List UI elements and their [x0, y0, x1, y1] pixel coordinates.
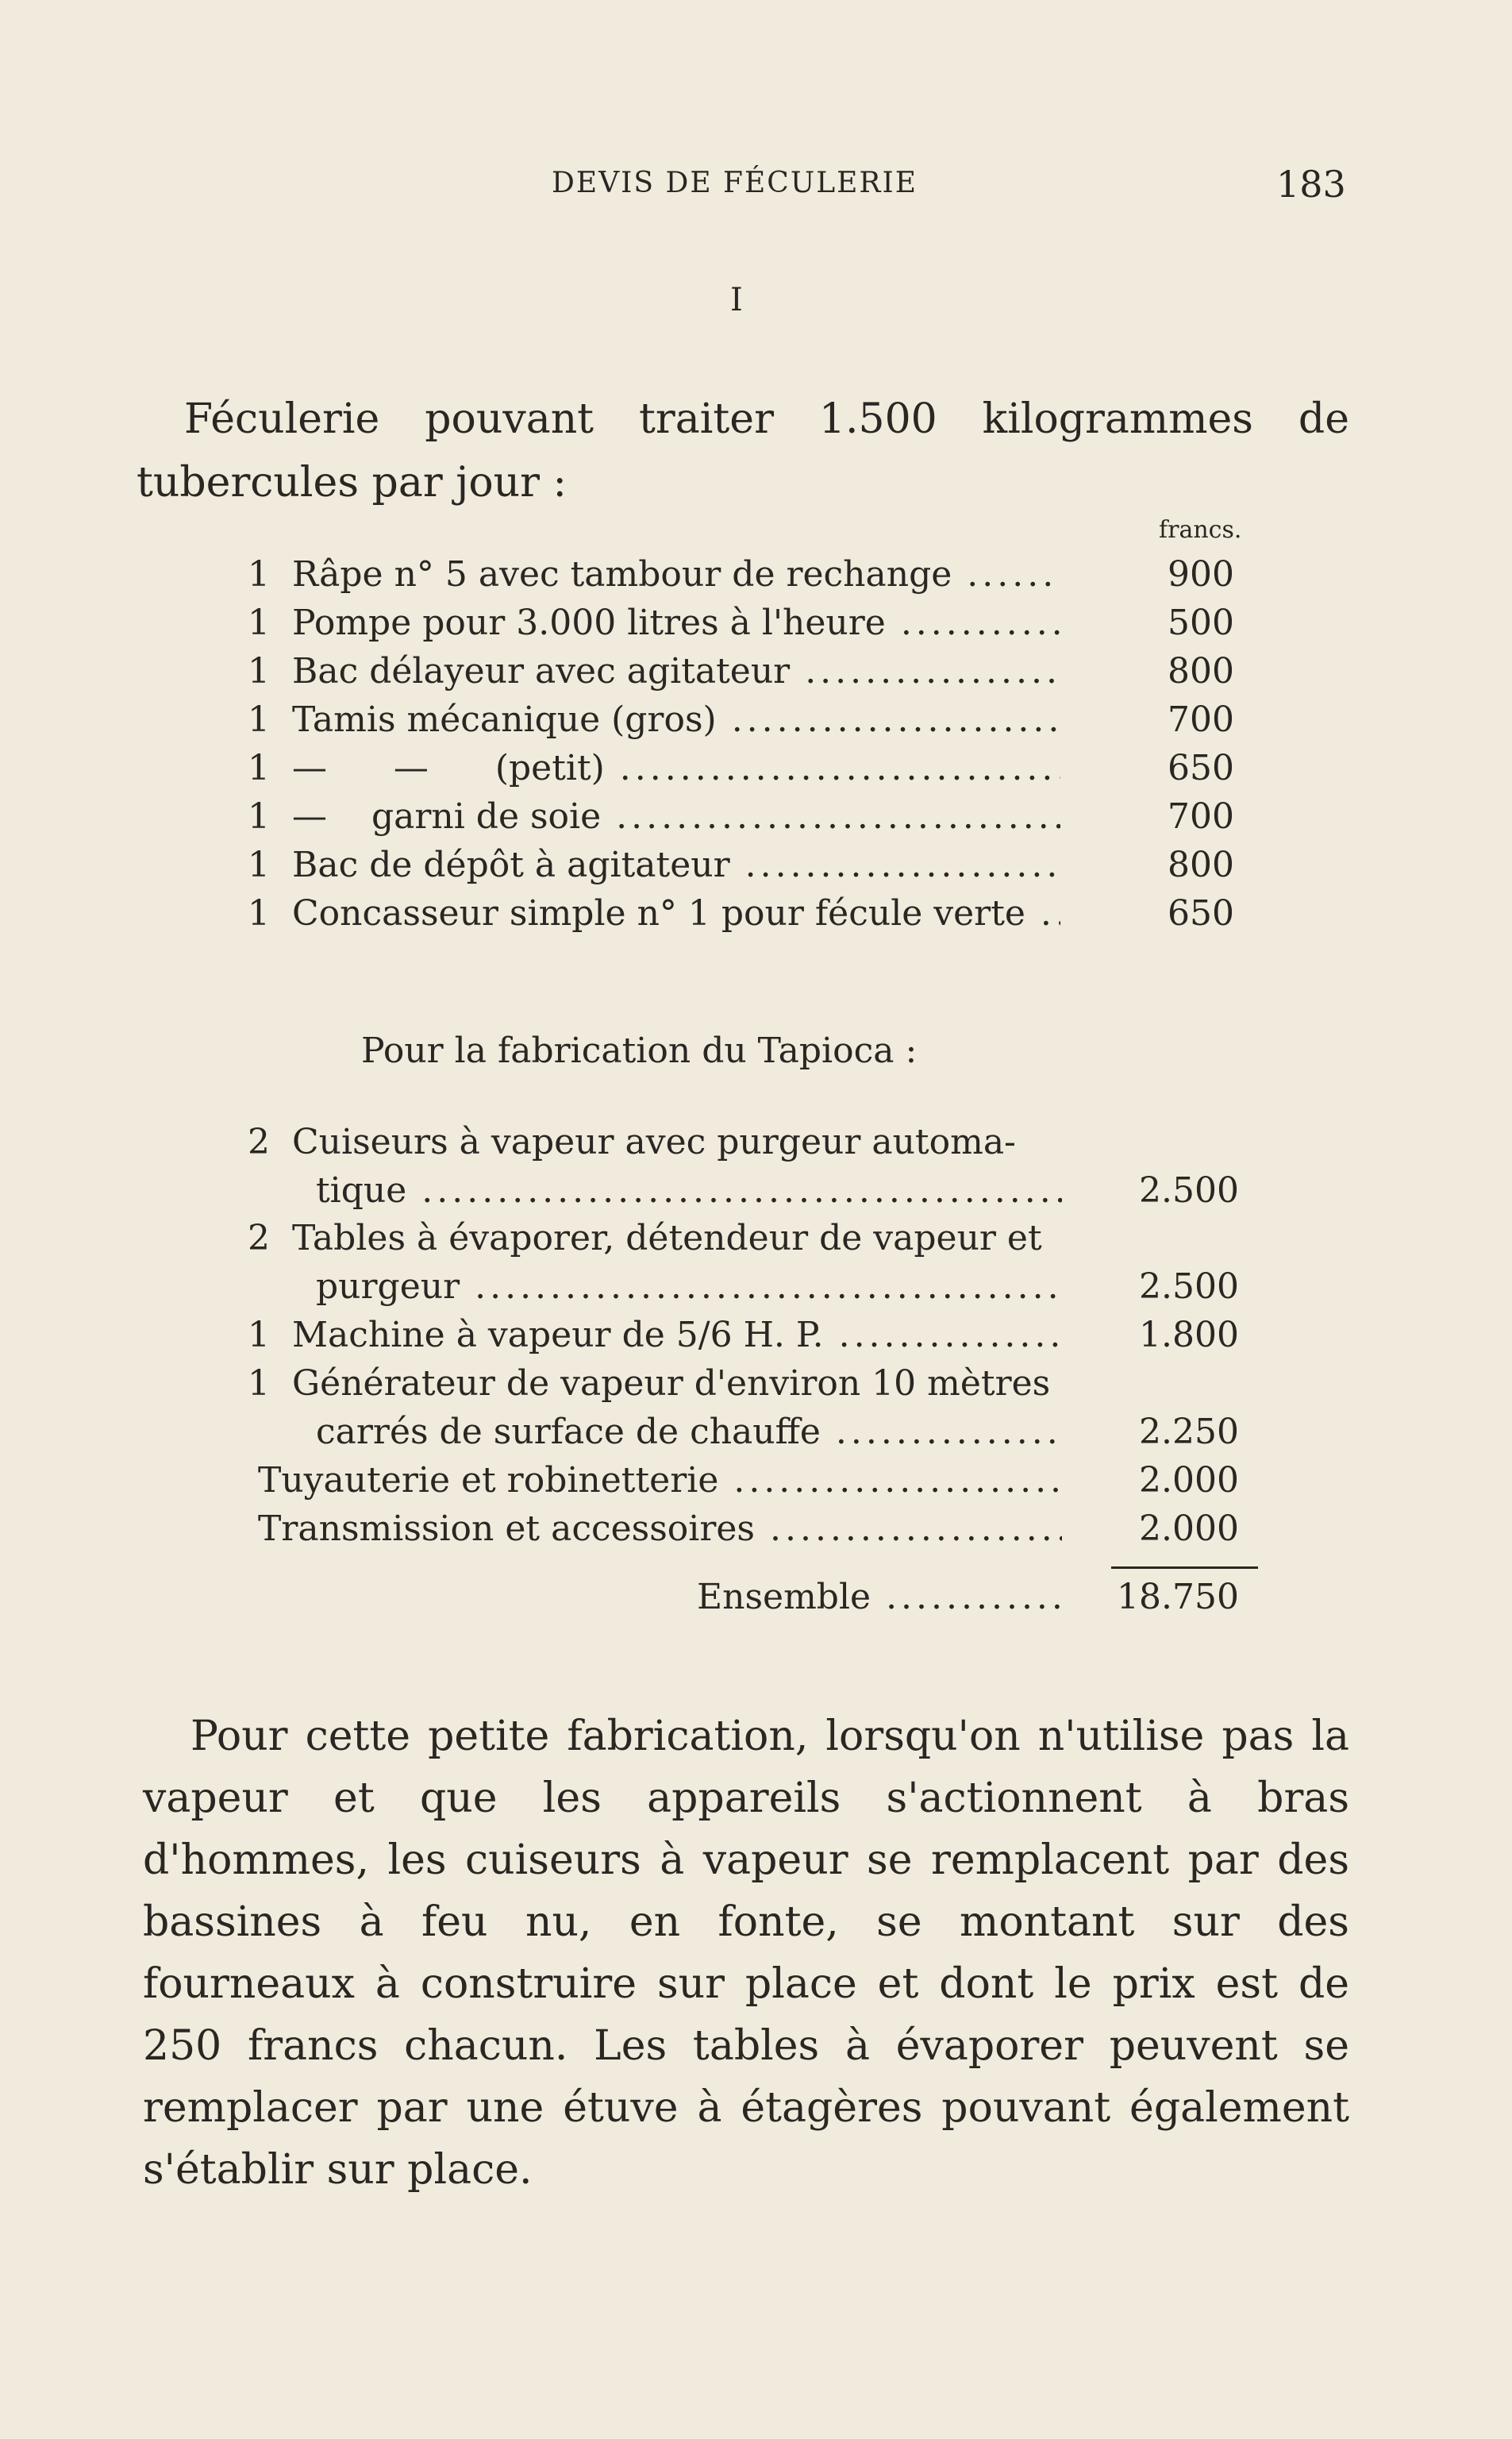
- table-row: [0, 748, 1512, 796]
- table-row: [0, 796, 1512, 844]
- item-qty: 1: [248, 554, 270, 595]
- table-row: [0, 1218, 1512, 1313]
- item-qty: 1: [248, 748, 270, 788]
- item-desc: Bac de dépôt à agitateur .....: [292, 845, 1060, 885]
- item-price: 700: [1168, 796, 1234, 837]
- item-desc-line1: Cuiseurs à vapeur avec purgeur automa-: [292, 1122, 1016, 1162]
- item-desc: Bac délayeur avec agitateur .....: [292, 651, 1060, 692]
- item-price: 2.000: [1139, 1508, 1239, 1549]
- table-row: [0, 554, 1512, 602]
- item-qty: 1: [248, 1315, 270, 1355]
- total-rule: [1111, 1566, 1258, 1569]
- item-price: 2.250: [1139, 1412, 1239, 1452]
- table-row: [0, 1315, 1512, 1362]
- item-desc-line2: carrés de surface de chauffe .....: [316, 1412, 1062, 1452]
- item-desc: Concasseur simple n° 1 pour fécule verte .....: [292, 893, 1060, 934]
- item-desc: Machine à vapeur de 5/6 H. P. .....: [292, 1315, 1062, 1355]
- item-price: 800: [1168, 845, 1234, 885]
- table-row: [0, 1508, 1512, 1556]
- item-desc: Râpe n° 5 avec tambour de rechange .....: [292, 554, 1060, 595]
- page-number: 183: [1276, 163, 1346, 206]
- item-price: 500: [1168, 603, 1234, 643]
- item-qty: 1: [248, 845, 270, 885]
- item-desc-line1: Tables à évaporer, détendeur de vapeur et: [292, 1218, 1042, 1258]
- item-price: 800: [1168, 651, 1234, 692]
- table-row: [0, 699, 1512, 747]
- item-qty: 2: [248, 1218, 270, 1258]
- unit-label: francs.: [1159, 516, 1242, 544]
- item-qty: 1: [248, 1363, 270, 1404]
- item-qty: 1: [248, 699, 270, 740]
- item-desc: Tamis mécanique (gros) .....: [292, 699, 1060, 740]
- total-label: Ensemble .....: [697, 1577, 1062, 1617]
- table-row: [0, 893, 1512, 941]
- item-price: 650: [1168, 748, 1234, 788]
- table-row: [0, 845, 1512, 892]
- closing-text: Pour cette petite fabrication, lorsqu'on n'utilise pas la vapeur et que les appareils s'actionnent à bras d'hommes, les cuiseurs à vapeur se remplacent par des bassines à feu nu, en fonte, se montant sur des fourneaux à construire sur place et dont le prix est de 250 francs chacun. Les tables à évaporer peuvent se remplacer par une étuve à étagères pouvant également s'établir sur place.: [143, 1713, 1349, 2194]
- item-qty: 1: [248, 893, 270, 934]
- item-price: 2.500: [1139, 1266, 1239, 1307]
- item-price: 1.800: [1139, 1315, 1239, 1355]
- table-row: [0, 603, 1512, 650]
- table-row: [0, 1363, 1512, 1458]
- item-desc-line2: purgeur .....: [316, 1266, 1062, 1307]
- item-desc: — garni de soie .....: [292, 796, 1060, 837]
- item-price: 700: [1168, 699, 1234, 740]
- tapioca-subheading: Pour la fabrication du Tapioca :: [361, 1031, 918, 1071]
- item-desc-line2: tique .....: [316, 1170, 1062, 1211]
- item-desc: — — (petit) .....: [292, 748, 1060, 788]
- item-price: 650: [1168, 893, 1234, 934]
- item-price: 2.500: [1139, 1170, 1239, 1211]
- item-qty: 1: [248, 603, 270, 643]
- closing-paragraph: [143, 1705, 1349, 2201]
- section-number: I: [730, 282, 743, 318]
- item-qty: 1: [248, 796, 270, 837]
- table-row: [0, 651, 1512, 699]
- item-desc: Pompe pour 3.000 litres à l'heure .....: [292, 603, 1060, 643]
- table-row: [0, 1122, 1512, 1217]
- item-qty: 1: [248, 651, 270, 692]
- item-desc: Transmission et accessoires .....: [258, 1508, 1062, 1549]
- item-price: 2.000: [1139, 1460, 1239, 1501]
- item-qty: 2: [248, 1122, 270, 1162]
- running-head: DEVIS DE FÉCULERIE: [552, 167, 918, 199]
- item-desc: Tuyauterie et robinetterie .....: [258, 1460, 1062, 1501]
- total-row: [0, 1577, 1512, 1624]
- item-desc-line1: Générateur de vapeur d'environ 10 mètres: [292, 1363, 1051, 1404]
- item-price: 900: [1168, 554, 1234, 595]
- intro-paragraph: [137, 387, 1349, 514]
- table-row: [0, 1460, 1512, 1508]
- total-value: 18.750: [1117, 1577, 1239, 1617]
- intro-text: Féculerie pouvant traiter 1.500 kilogrammes de tubercules par jour :: [137, 395, 1349, 507]
